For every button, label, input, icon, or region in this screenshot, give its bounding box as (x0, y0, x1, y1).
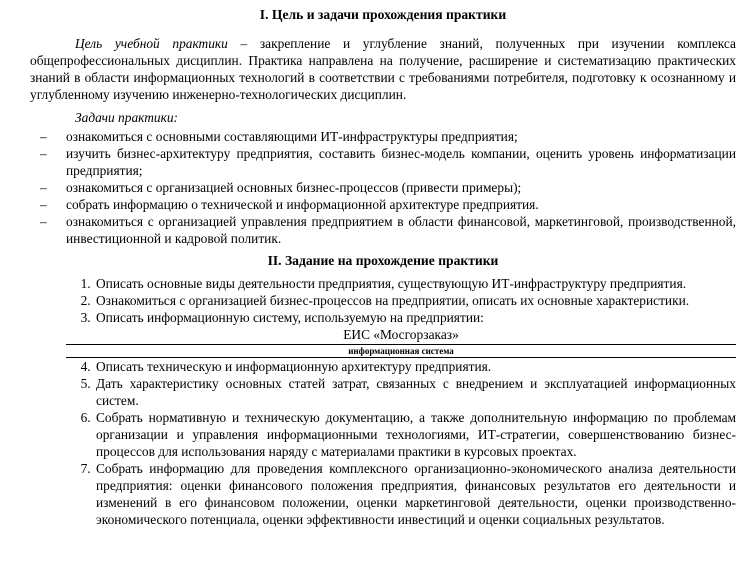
section1-title: I. Цель и задачи прохождения практики (259, 7, 507, 22)
assignment-item: 1. Описать основные виды деятельности предприятия, существующую ИТ-инфраструктуру предприятия. (94, 275, 736, 292)
assignment-list-part2 (30, 358, 736, 528)
tasks-list (30, 128, 736, 247)
purpose-paragraph (30, 35, 736, 103)
information-system-caption: информационная система (66, 345, 736, 358)
assignment-list-part1 (30, 275, 736, 326)
assignment-item: 4. Описать техническую и информационную архитектуру предприятия. (94, 358, 736, 375)
assignment-item: 6. Собрать нормативную и техническую документацию, а также дополнительную информацию по проблемам организации и управления информационными технологиями, ИТ-стратегии, совершенствованию бизнес-процессов для использования наряду с материалами практики в курсовых проектах. (94, 409, 736, 460)
purpose-lead-text: Цель учебной практики (75, 36, 228, 51)
task-item: – изучить бизнес-архитектуру предприятия, составить бизнес-модель компании, оценить уровень информатизации предприятия; (30, 145, 736, 179)
information-system-value: ЕИС «Мосгорзаказ» (66, 326, 736, 345)
assignment-item: 2. Ознакомиться с организацией бизнес-процессов на предприятии, описать их основные характеристики. (94, 292, 736, 309)
assignment-item: 5. Дать характеристику основных статей затрат, связанных с внедрением и эксплуатацией информационных систем. (94, 375, 736, 409)
tasks-label: Задачи практики: (75, 110, 179, 125)
task-item: – ознакомиться с организацией основных бизнес-процессов (привести примеры); (30, 179, 736, 196)
purpose-body-text: – закрепление и углубление знаний, полученных при изучении комплекса общепрофессиональных дисциплин. Практика направлена на получение, расширение и систематизацию практических знаний в области информационных технологий в соответствии с требованиями потребителя, подготовку к осознанному и углубленному изучению инженерно-технологических дисциплин. (30, 36, 736, 102)
assignment-item: 3. Описать информационную систему, используемую на предприятии: (94, 309, 736, 326)
assignment-item: 7. Собрать информацию для проведения комплексного организационно-экономического анализа деятельности предприятия: оценки финансового положения предприятия, финансовых результатов его деятельности и изменений в его финансовом положении, оценки маркетинговой деятельности, оценки производственно-экономического потенциала, оценки эффективности инвестиций и оценки социальных результатов. (94, 460, 736, 528)
information-system-field (66, 326, 736, 358)
task-item: – ознакомиться с основными составляющими ИТ-инфраструктуры предприятия; (30, 128, 736, 145)
task-item: – ознакомиться с организацией управления предприятием в области финансовой, маркетинговой, производственной, инвестиционной и кадровой политик. (30, 213, 736, 247)
section2-title: II. Задание на прохождение практики (267, 253, 499, 268)
task-item: – собрать информацию о технической и информационной архитектуре предприятия. (30, 196, 736, 213)
